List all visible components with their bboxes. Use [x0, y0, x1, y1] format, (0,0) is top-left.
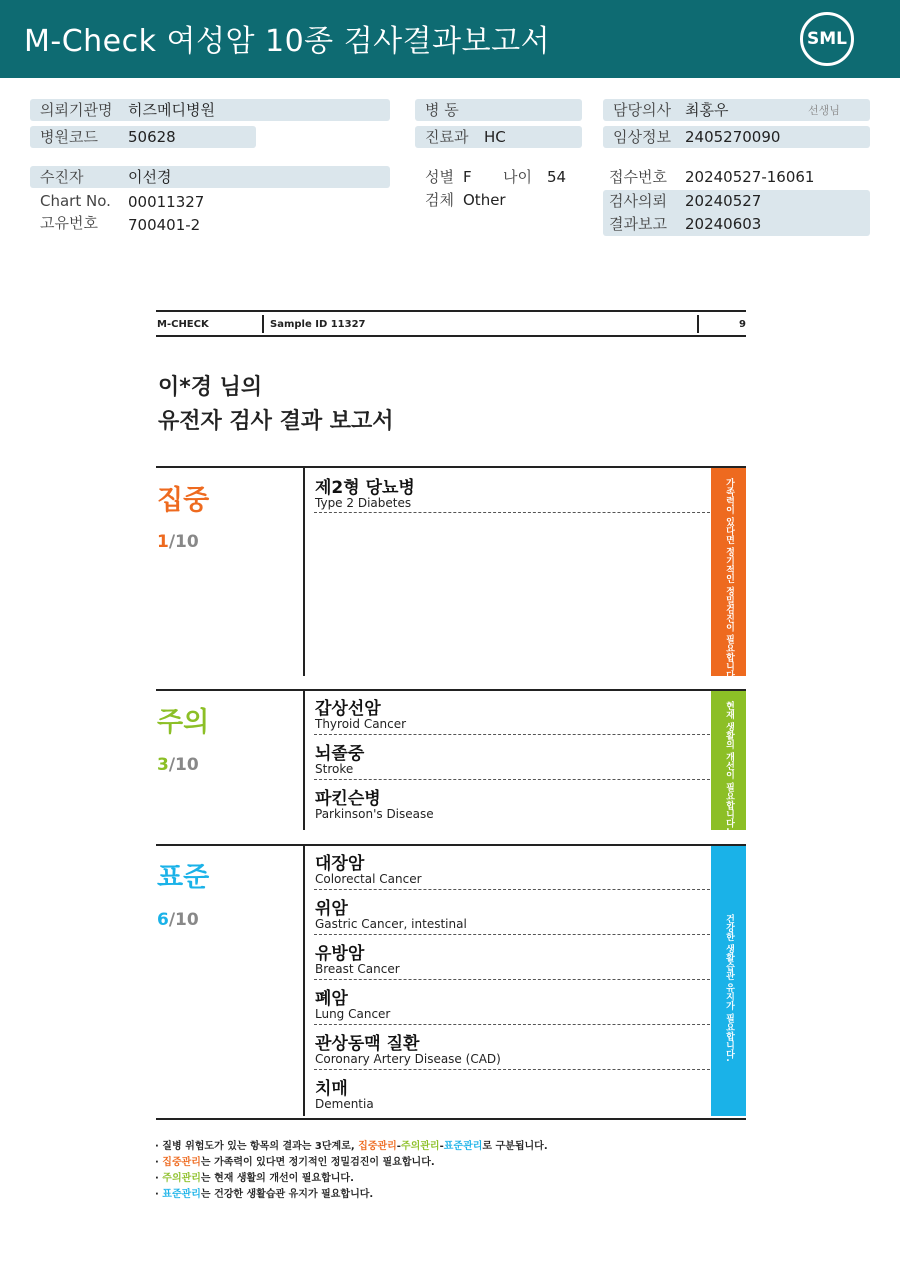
disease-name: 관상동맥 질환: [315, 1034, 420, 1054]
disease-name: 위암: [315, 899, 348, 919]
section-divider: [303, 691, 305, 830]
section-top-line: [156, 466, 746, 468]
specimen-label: 검체: [425, 191, 454, 209]
note-line: · 주의관리는 현재 생활의 개선이 필요합니다.: [155, 1173, 354, 1184]
note-standard: 표준관리: [162, 1189, 201, 1200]
note-line: · 표준관리는 건강한 생활습관 유지가 필요합니다.: [155, 1189, 374, 1200]
disease-name-en: Breast Cancer: [315, 962, 400, 976]
note-text: 질병 위험도가 있는 항목의 결과는 3단계로,: [162, 1141, 359, 1152]
dashed-divider: [314, 779, 710, 780]
focus-side-text: 가족력이 있다면 정기적인 정밀검진이 필요합니다.: [724, 478, 734, 683]
note-line: · 집중관리는 가족력이 있다면 정기적인 정밀검진이 필요합니다.: [155, 1157, 435, 1168]
disease-name-en: Parkinson's Disease: [315, 807, 434, 821]
dept-value: HC: [484, 128, 506, 146]
disease-name: 유방암: [315, 944, 365, 964]
receipt-value: 20240527-16061: [685, 168, 815, 186]
doctor-label: 담당의사: [603, 99, 870, 121]
doctor-suffix: 선생님: [808, 104, 840, 117]
caution-category-name: 주의: [157, 707, 210, 738]
sample-id: Sample ID 11327: [270, 319, 366, 330]
note-focus: 집중관리: [358, 1141, 397, 1152]
unique-value: 700401-2: [128, 216, 201, 234]
standard-category-name: 표준: [157, 862, 210, 893]
report-header-top-line: [156, 310, 746, 312]
report-title-line1: 이*경 님의: [158, 375, 263, 400]
disease-name: 폐암: [315, 989, 348, 1009]
request-value: 20240527: [685, 192, 762, 210]
disease-name-en: Lung Cancer: [315, 1007, 391, 1021]
note-caution: 주의관리: [162, 1173, 201, 1184]
hospital-label: 의뢰기관명: [30, 99, 390, 121]
disease-name: 제2형 당뇨병: [315, 478, 415, 498]
disease-name-en: Dementia: [315, 1097, 374, 1111]
result-value: 20240603: [685, 215, 762, 233]
hospital-value: 히즈메디병원: [128, 101, 215, 119]
note-sep: -: [396, 1141, 401, 1152]
caution-sidebar: [711, 691, 746, 830]
report-bottom-line: [156, 1118, 746, 1120]
disease-name: 뇌졸중: [315, 744, 365, 764]
header-divider: [697, 315, 699, 333]
section-divider: [303, 468, 305, 676]
disease-name-en: Gastric Cancer, intestinal: [315, 917, 467, 931]
caution-count-total: /10: [168, 755, 199, 775]
standard-count-total: /10: [168, 910, 199, 930]
unique-label: 고유번호: [40, 214, 98, 232]
dashed-divider: [314, 979, 710, 980]
dashed-divider: [314, 889, 710, 890]
note-line: · 질병 위험도가 있는 항목의 결과는 3단계로, 집중관리-주의관리-표준관리로 구분됩니다.: [155, 1141, 548, 1152]
standard-side-text: 건강한 생활습관 유지가 필요합니다.: [724, 914, 734, 1062]
disease-name-en: Stroke: [315, 762, 354, 776]
note-standard: 표준관리: [443, 1141, 483, 1152]
dashed-divider: [314, 1024, 710, 1025]
receipt-label: 접수번호: [609, 168, 667, 186]
report-title: M-Check 여성암 10종 검사결과보고서: [24, 24, 551, 59]
disease-name: 대장암: [315, 854, 365, 874]
standard-count: 6: [157, 910, 169, 930]
sml-logo: [800, 12, 854, 66]
note-text: 로 구분됩니다.: [482, 1141, 548, 1152]
focus-count-total: /10: [168, 532, 199, 552]
section-top-line: [156, 689, 746, 691]
age-value: 54: [547, 168, 567, 186]
page-number: 9: [739, 319, 746, 330]
note-text: 는 건강한 생활습관 유지가 필요합니다.: [200, 1189, 374, 1200]
section-top-line: [156, 844, 746, 846]
dashed-divider: [314, 934, 710, 935]
dashed-divider: [314, 734, 710, 735]
report-title-line2: 유전자 검사 결과 보고서: [158, 409, 394, 434]
result-label: 결과보고: [609, 215, 667, 233]
age-label: 나이: [503, 168, 532, 186]
patient-value: 이선경: [128, 168, 172, 186]
disease-name: 갑상선암: [315, 699, 381, 719]
focus-count: 1: [157, 532, 169, 552]
logo-text: SML: [807, 29, 847, 49]
disease-name-en: Coronary Artery Disease (CAD): [315, 1052, 501, 1066]
disease-name-en: Thyroid Cancer: [315, 717, 407, 731]
note-caution: 주의관리: [400, 1141, 440, 1152]
focus-category-name: 집중: [157, 485, 210, 516]
note-focus: 집중관리: [162, 1157, 201, 1168]
ward-label: 병 동: [415, 99, 582, 121]
hospcode-value: 50628: [128, 128, 176, 146]
section-divider: [303, 846, 305, 1116]
disease-name-en: Type 2 Diabetes: [315, 496, 412, 510]
focus-sidebar: [711, 468, 746, 683]
hospcode-label: 병원코드: [30, 126, 256, 148]
report-brand: M-CHECK: [157, 319, 209, 330]
caution-count: 3: [157, 755, 169, 775]
note-text: 는 현재 생활의 개선이 필요합니다.: [200, 1173, 354, 1184]
report-header-bottom-line: [156, 335, 746, 337]
chart-value: 00011327: [128, 193, 205, 211]
chart-label: Chart No.: [40, 192, 111, 210]
note-sep: -: [439, 1141, 444, 1152]
note-text: 는 가족력이 있다면 정기적인 정밀검진이 필요합니다.: [200, 1157, 435, 1168]
dashed-divider: [314, 512, 710, 513]
specimen-value: Other: [463, 191, 506, 209]
dept-label: 진료과: [415, 126, 582, 148]
request-label: 검사의뢰: [609, 192, 667, 210]
patient-label: 수진자: [30, 166, 390, 188]
clinical-label: 임상정보: [603, 126, 870, 148]
sex-value: F: [463, 168, 472, 186]
doctor-value: 최홍우: [685, 101, 729, 119]
header-divider: [262, 315, 264, 333]
disease-name-en: Colorectal Cancer: [315, 872, 422, 886]
disease-name: 파킨슨병: [315, 789, 381, 809]
clinical-value: 2405270090: [685, 128, 781, 146]
caution-side-text: 현재 생활의 개선이 필요합니다.: [724, 701, 734, 831]
sex-label: 성별: [425, 168, 454, 186]
standard-sidebar: [711, 846, 746, 1116]
disease-name: 치매: [315, 1079, 348, 1099]
dashed-divider: [314, 1069, 710, 1070]
report-header-bar: [0, 0, 900, 78]
